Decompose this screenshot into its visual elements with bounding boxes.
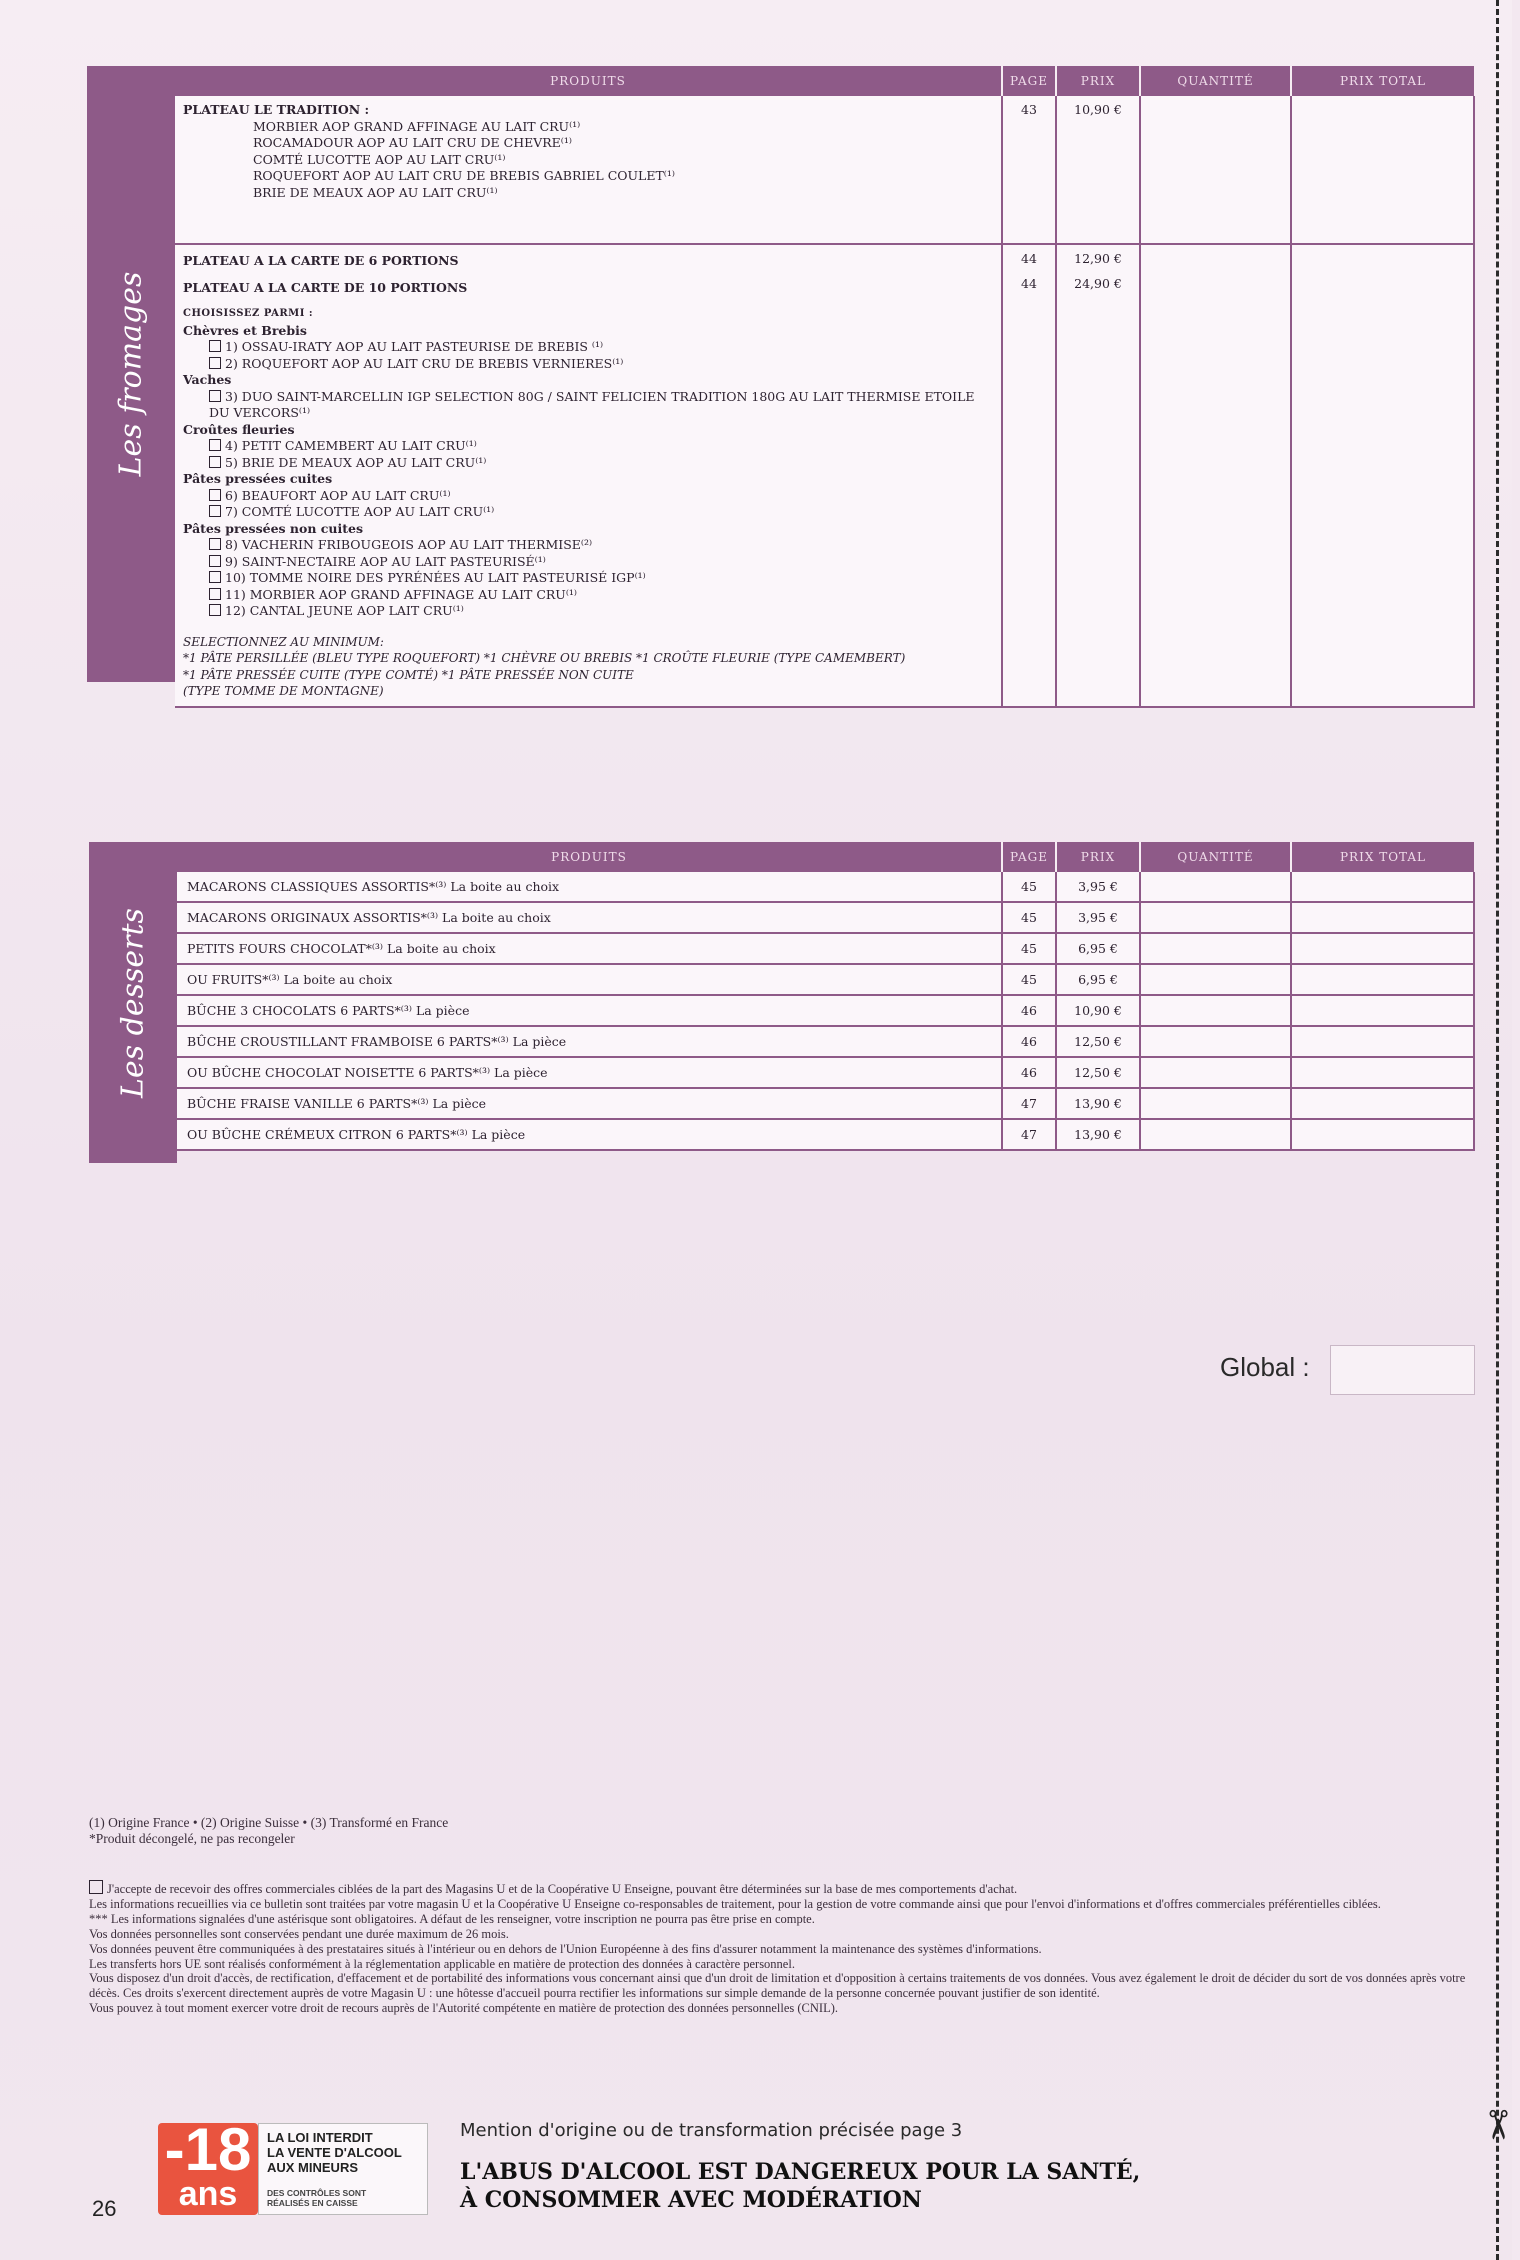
dessert-row [177, 995, 1474, 1026]
age-badge-law-text: LA LOI INTERDIT LA VENTE D'ALCOOL AUX MINEURS [267, 2130, 402, 2175]
quantity-field[interactable] [1140, 1026, 1291, 1057]
consent-checkbox-icon[interactable] [89, 1880, 103, 1894]
global-label: Global : [1220, 1352, 1310, 1382]
desserts-header-row [177, 842, 1474, 872]
plateau-carte-cell [175, 244, 1002, 707]
checkbox-icon[interactable] [209, 555, 221, 567]
checkbox-icon[interactable] [209, 456, 221, 468]
age-badge-controls-text: DES CONTRÔLES SONT RÉALISÉS EN CAISSE [267, 2188, 367, 2208]
carte10-label: PLATEAU A LA CARTE DE 10 PORTIONS [183, 279, 468, 295]
dessert-page: 46 [1002, 1026, 1056, 1057]
total-price-field[interactable] [1291, 1119, 1474, 1150]
legal-line: Vous pouvez à tout moment exercer votre droit de recours auprès de l'Autorité compétente en matière de protection des données personnelles (CNIL). [89, 2001, 838, 2016]
cheese-option[interactable]: 3) DUO SAINT-MARCELLIN IGP SELECTION 80G / SAINT FELICIEN TRADITION 180G AU LAIT THERMISE ETOILE DU VERCORS⁽¹⁾ [209, 388, 975, 420]
age-badge-number: -18 [164, 2116, 252, 2183]
dessert-price: 13,90 € [1056, 1119, 1140, 1150]
cheese-option[interactable]: 5) BRIE DE MEAUX AOP AU LAIT CRU⁽¹⁾ [183, 455, 993, 472]
col-quantite: QUANTITÉ [1140, 66, 1291, 96]
total-price-field[interactable] [1291, 96, 1474, 244]
quantity-field[interactable] [1140, 1119, 1291, 1150]
quantity-field[interactable] [1140, 244, 1291, 707]
total-price-field[interactable] [1291, 872, 1474, 902]
cheese-option[interactable]: 8) VACHERIN FRIBOUGEOIS AOP AU LAIT THERMISE⁽²⁾ [183, 537, 993, 554]
col-prix: PRIX [1056, 66, 1140, 96]
dessert-page: 45 [1002, 933, 1056, 964]
dessert-name: BÛCHE 3 CHOCOLATS 6 PARTS*⁽³⁾ La pièce [177, 995, 1002, 1026]
group-chevres-brebis: Chèvres et Brebis [183, 322, 307, 338]
dessert-row [177, 1119, 1474, 1150]
total-price-field[interactable] [1291, 1026, 1474, 1057]
carte10-page: 44 [1021, 276, 1037, 291]
age-restriction-badge [158, 2116, 428, 2215]
choisissez-label: CHOISISSEZ PARMI : [183, 308, 314, 319]
tradition-item: COMTÉ LUCOTTE AOP AU LAIT CRU⁽¹⁾ [253, 151, 506, 167]
footnote-line: *Produit décongelé, ne pas recongeler [89, 1831, 295, 1846]
checkbox-icon[interactable] [209, 390, 221, 402]
dessert-page: 47 [1002, 1119, 1056, 1150]
total-price-field[interactable] [1291, 902, 1474, 933]
select-minimum-line: *1 PÂTE PRESSÉE CUITE (TYPE COMTÉ) *1 PÂTE PRESSÉE NON CUITE [183, 667, 634, 682]
dessert-price: 6,95 € [1056, 964, 1140, 995]
carte6-page: 44 [1021, 251, 1037, 266]
dessert-row [177, 964, 1474, 995]
tradition-item: ROQUEFORT AOP AU LAIT CRU DE BREBIS GABRIEL COULET⁽¹⁾ [253, 168, 675, 183]
quantity-field[interactable] [1140, 964, 1291, 995]
dessert-row [177, 933, 1474, 964]
tradition-item: MORBIER AOP GRAND AFFINAGE AU LAIT CRU⁽¹⁾ [253, 118, 581, 134]
footnote-line: (1) Origine France • (2) Origine Suisse • (3) Transformé en France [89, 1815, 449, 1830]
dessert-price: 12,50 € [1056, 1026, 1140, 1057]
plateau-tradition-row [175, 96, 1474, 244]
col-produits: PRODUITS [175, 66, 1002, 96]
cheese-option[interactable]: 10) TOMME NOIRE DES PYRÉNÉES AU LAIT PASTEURISÉ IGP⁽¹⁾ [183, 570, 993, 587]
tradition-item: BRIE DE MEAUX AOP AU LAIT CRU⁽¹⁾ [253, 184, 498, 200]
dessert-page: 45 [1002, 902, 1056, 933]
carte6-label: PLATEAU A LA CARTE DE 6 PORTIONS [183, 253, 459, 268]
checkbox-icon[interactable] [209, 340, 221, 352]
cheese-option[interactable]: 7) COMTÉ LUCOTTE AOP AU LAIT CRU⁽¹⁾ [183, 504, 993, 521]
dessert-page: 45 [1002, 964, 1056, 995]
dessert-price: 10,90 € [1056, 995, 1140, 1026]
plateau-tradition-price: 10,90 € [1056, 96, 1140, 244]
legal-text [89, 1880, 1484, 2016]
dessert-name: BÛCHE FRAISE VANILLE 6 PARTS*⁽³⁾ La pièce [177, 1088, 1002, 1119]
dessert-price: 6,95 € [1056, 933, 1140, 964]
consent-line[interactable]: J'accepte de recevoir des offres commerciales ciblées de la part des Magasins U et de la Coopérative U Enseigne, pouvant être déterminées sur la base de mes comportements d'achat. [89, 1880, 1484, 1897]
checkbox-icon[interactable] [209, 604, 221, 616]
group-vaches: Vaches [183, 372, 232, 387]
dessert-name: MACARONS CLASSIQUES ASSORTIS*⁽³⁾ La boite au choix [177, 872, 1002, 902]
checkbox-icon[interactable] [209, 357, 221, 369]
legal-line: Vous disposez d'un droit d'accès, de rectification, d'effacement et de portabilité des informations vous concernant ainsi que d'un droit de limitation et d'opposition à certains traitements de vos données. Vous avez également le droit de décider du sort de vos données après votre décès. Ces droits s'exercent directement auprès de votre Magasin U : une hôtesse d'accueil pourra rectifier les informations sur simple demande de la personne concernée pouvant justifier de son identité. [89, 1971, 1466, 2001]
select-minimum-title: SELECTIONNEZ AU MINIMUM: [183, 634, 384, 649]
carte-price-cell [1056, 244, 1140, 707]
alcohol-warning: L'ABUS D'ALCOOL EST DANGEREUX POUR LA SANTÉ, À CONSOMMER AVEC MODÉRATION [460, 2159, 1141, 2213]
footnotes [89, 1815, 1469, 1847]
col-prix: PRIX [1056, 842, 1140, 872]
desserts-table [177, 842, 1475, 1151]
dessert-name: OU BÛCHE CRÉMEUX CITRON 6 PARTS*⁽³⁾ La pièce [177, 1119, 1002, 1150]
total-price-field[interactable] [1291, 964, 1474, 995]
dessert-row [177, 872, 1474, 902]
dessert-row [177, 902, 1474, 933]
quantity-field[interactable] [1140, 902, 1291, 933]
quantity-field[interactable] [1140, 995, 1291, 1026]
quantity-field[interactable] [1140, 933, 1291, 964]
scissors-icon: ✂ [1473, 2108, 1520, 2142]
cheese-option[interactable]: 6) BEAUFORT AOP AU LAIT CRU⁽¹⁾ [183, 488, 993, 505]
dessert-price: 3,95 € [1056, 872, 1140, 902]
fromages-header-row [175, 66, 1474, 96]
dessert-name: BÛCHE CROUSTILLANT FRAMBOISE 6 PARTS*⁽³⁾ La pièce [177, 1026, 1002, 1057]
select-minimum-line: (TYPE TOMME DE MONTAGNE) [183, 684, 384, 698]
age-badge-textbox [258, 2123, 428, 2215]
carte-page-cell [1002, 244, 1056, 707]
quantity-field[interactable] [1140, 96, 1291, 244]
dessert-row [177, 1026, 1474, 1057]
quantity-field[interactable] [1140, 1088, 1291, 1119]
group-pates-pressees-non-cuites: Pâtes pressées non cuites [183, 520, 364, 536]
origin-mention: Mention d'origine ou de transformation précisée page 3 [460, 2120, 963, 2141]
dessert-name: OU FRUITS*⁽³⁾ La boite au choix [177, 964, 1002, 995]
global-total-field[interactable] [1330, 1345, 1475, 1395]
fromages-section-sidebar [87, 66, 175, 682]
dessert-name: OU BÛCHE CHOCOLAT NOISETTE 6 PARTS*⁽³⁾ La pièce [177, 1057, 1002, 1088]
cheese-option[interactable]: 9) SAINT-NECTAIRE AOP AU LAIT PASTEURISÉ⁽¹⁾ [183, 554, 993, 571]
checkbox-icon[interactable] [209, 588, 221, 600]
quantity-field[interactable] [1140, 1057, 1291, 1088]
total-price-field[interactable] [1291, 244, 1474, 707]
group-croutes-fleuries: Croûtes fleuries [183, 421, 295, 437]
legal-line: Vos données personnelles sont conservées pendant une durée maximum de 26 mois. [89, 1926, 509, 1941]
carte10-price: 24,90 € [1074, 276, 1122, 291]
dessert-page: 46 [1002, 1057, 1056, 1088]
carte6-price: 12,90 € [1074, 251, 1122, 266]
dessert-name: PETITS FOURS CHOCOLAT*⁽³⁾ La boite au choix [177, 933, 1002, 964]
legal-line: *** Les informations signalées d'une astérisque sont obligatoires. A défaut de les renseigner, votre inscription ne pourra pas être prise en compte. [89, 1911, 815, 1926]
fromages-table [175, 66, 1475, 708]
dessert-page: 47 [1002, 1088, 1056, 1119]
dessert-page: 46 [1002, 995, 1056, 1026]
dessert-row [177, 1057, 1474, 1088]
checkbox-icon[interactable] [209, 571, 221, 583]
col-quantite: QUANTITÉ [1140, 842, 1291, 872]
plateau-tradition-label: PLATEAU LE TRADITION : [183, 102, 370, 117]
checkbox-icon[interactable] [209, 538, 221, 550]
dessert-row [177, 1088, 1474, 1119]
col-produits: PRODUITS [177, 842, 1002, 872]
legal-line: Vos données peuvent être communiquées à des prestataires situés à l'intérieur ou en dehors de l'Union Européenne à des fins d'assurer notamment la maintenance des systèmes d'informations. [89, 1941, 1042, 1956]
dessert-price: 13,90 € [1056, 1088, 1140, 1119]
col-prix-total: PRIX TOTAL [1291, 842, 1474, 872]
cheese-option[interactable]: 2) ROQUEFORT AOP AU LAIT CRU DE BREBIS VERNIERES⁽¹⁾ [183, 356, 993, 373]
dessert-price: 3,95 € [1056, 902, 1140, 933]
plateau-carte-row [175, 244, 1474, 707]
dessert-page: 45 [1002, 872, 1056, 902]
select-minimum-line: *1 PÂTE PERSILLÉE (BLEU TYPE ROQUEFORT) *1 CHÈVRE OU BREBIS *1 CROÛTE FLEURIE (TYPE CAMEMBERT) [183, 651, 906, 665]
legal-line: Les transferts hors UE sont réalisés conformément à la réglementation applicable en matière de protection des données à caractère personnel. [89, 1956, 795, 1971]
group-pates-pressees-cuites: Pâtes pressées cuites [183, 471, 333, 486]
dessert-name: MACARONS ORIGINAUX ASSORTIS*⁽³⁾ La boite au choix [177, 902, 1002, 933]
checkbox-icon[interactable] [209, 505, 221, 517]
total-price-field[interactable] [1291, 995, 1474, 1026]
checkbox-icon[interactable] [209, 489, 221, 501]
tradition-item: ROCAMADOUR AOP AU LAIT CRU DE CHEVRE⁽¹⁾ [253, 135, 572, 150]
total-price-field[interactable] [1291, 1057, 1474, 1088]
page-number: 26 [92, 2196, 117, 2221]
cheese-option[interactable]: 1) OSSAU-IRATY AOP AU LAIT PASTEURISE DE BREBIS ⁽¹⁾ [183, 339, 993, 356]
age-badge-ans: ans [178, 2175, 238, 2213]
checkbox-icon[interactable] [209, 439, 221, 451]
desserts-section-title: Les desserts [115, 907, 151, 1098]
legal-line: Les informations recueillies via ce bulletin sont traitées par votre magasin U et la Coopérative U Enseigne co-responsables de traitement, pour la gestion de votre commande ainsi que pour l'envoi d'informations et d'offres commerciales préférentielles ciblées. [89, 1896, 1381, 1911]
total-price-field[interactable] [1291, 1088, 1474, 1119]
cheese-option[interactable]: 12) CANTAL JEUNE AOP LAIT CRU⁽¹⁾ [183, 603, 993, 620]
dessert-price: 12,50 € [1056, 1057, 1140, 1088]
quantity-field[interactable] [1140, 872, 1291, 902]
plateau-tradition-page: 43 [1002, 96, 1056, 244]
plateau-tradition-cell [175, 96, 1002, 244]
total-price-field[interactable] [1291, 933, 1474, 964]
fromages-section-title: Les fromages [113, 271, 149, 477]
cut-line [1496, 0, 1499, 2260]
col-prix-total: PRIX TOTAL [1291, 66, 1474, 96]
cheese-option[interactable]: 11) MORBIER AOP GRAND AFFINAGE AU LAIT CRU⁽¹⁾ [183, 587, 993, 604]
desserts-section-sidebar [89, 842, 177, 1163]
col-page: PAGE [1002, 842, 1056, 872]
col-page: PAGE [1002, 66, 1056, 96]
cheese-option[interactable]: 4) PETIT CAMEMBERT AU LAIT CRU⁽¹⁾ [183, 438, 993, 455]
